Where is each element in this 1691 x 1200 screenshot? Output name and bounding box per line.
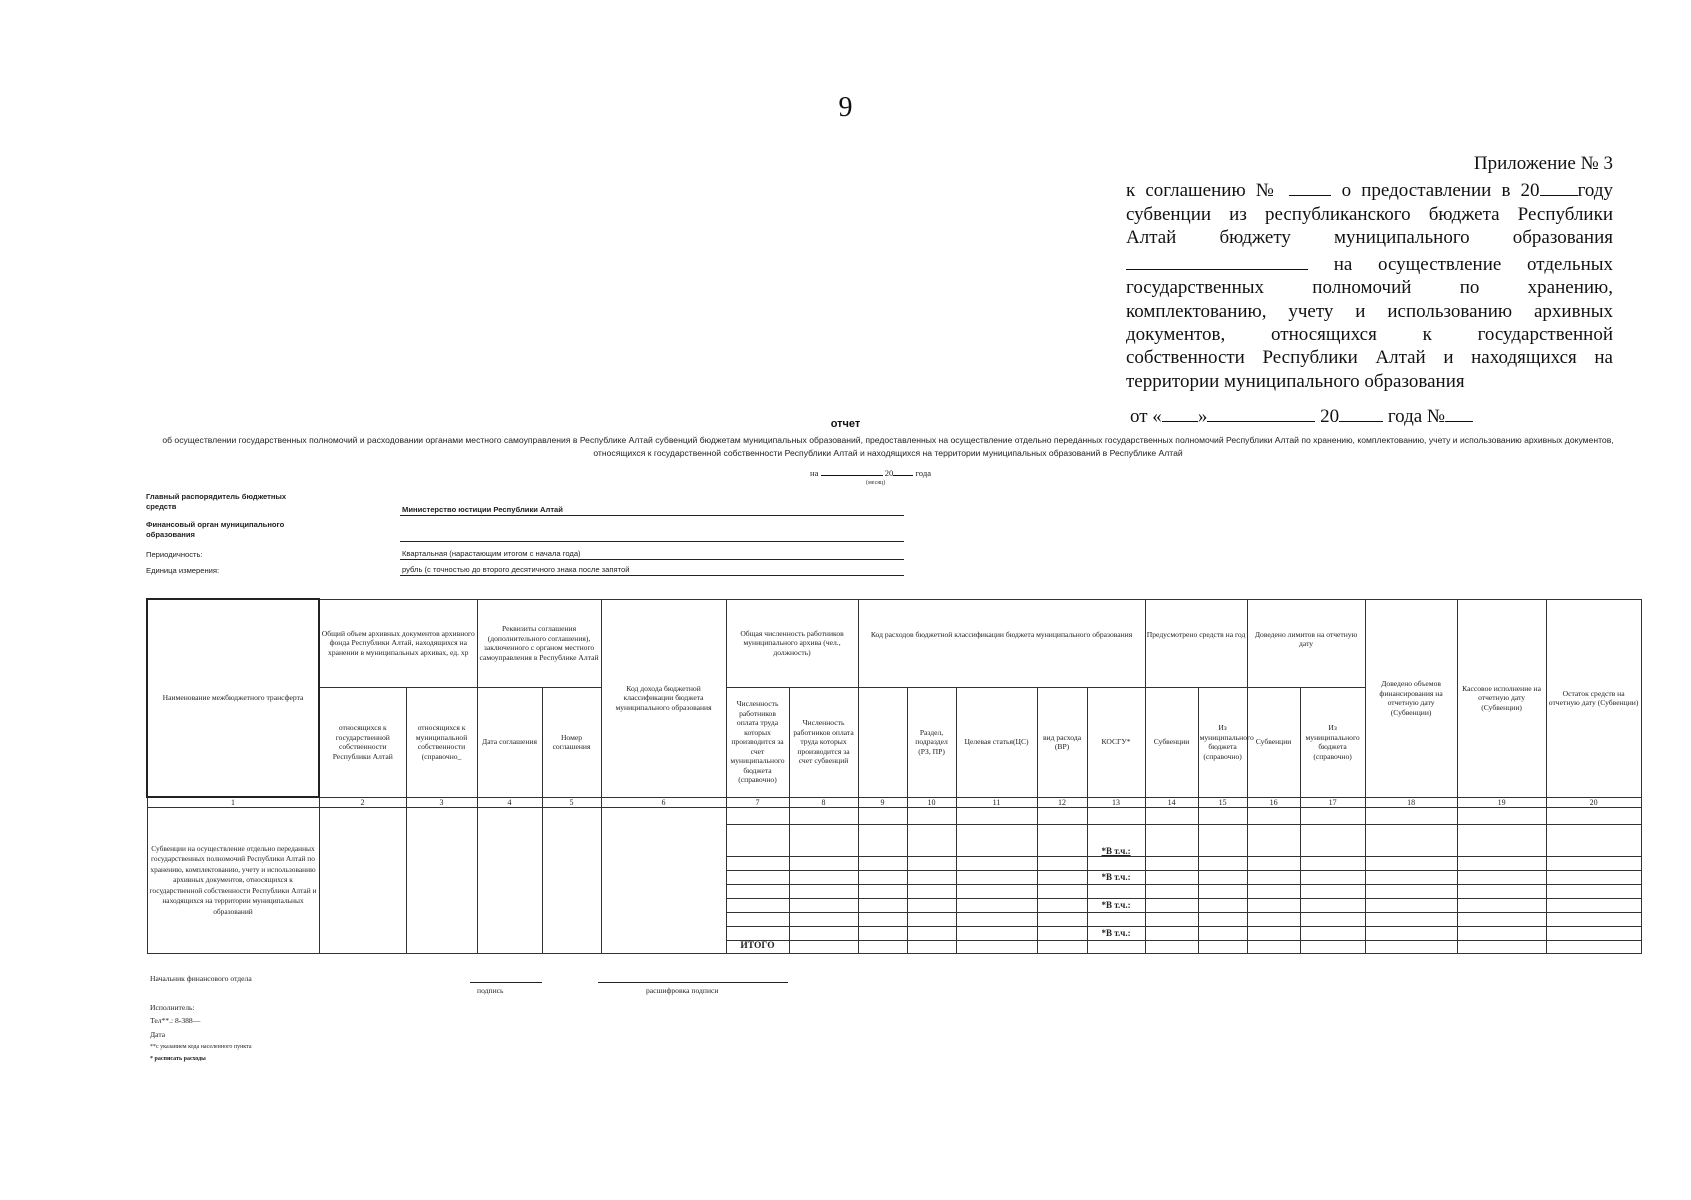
table-cell[interactable]	[1300, 941, 1365, 954]
table-cell[interactable]	[1198, 913, 1247, 927]
table-cell[interactable]	[789, 885, 858, 899]
table-cell[interactable]	[858, 808, 907, 825]
table-cell[interactable]	[1037, 871, 1087, 885]
subvention-row-label: Субвенции на осуществление отдельно переданных государственных полномочий Республики Алтай по хранению, комплектованию, учету и использованию архивных документов, относящихся к государственной собственности Республики Алтай и находящихся на территории муниципальных образований	[147, 808, 319, 954]
column-number: 6	[601, 797, 726, 808]
table-cell[interactable]	[1300, 927, 1365, 941]
appendix-line-3: Алтай бюджету муниципального образования	[1126, 226, 1613, 248]
appendix-line-5: государственных полномочий по хранению,	[1126, 277, 1613, 299]
table-cell[interactable]	[907, 913, 956, 927]
table-cell[interactable]	[956, 941, 1037, 954]
unit-label: Единица измерения:	[146, 566, 220, 575]
table-cell[interactable]	[1037, 885, 1087, 899]
header-staff-paid-subvention: Численность работников оплата труда которых производится за счет субвенций	[789, 687, 858, 797]
column-number: 17	[1300, 797, 1365, 808]
table-cell[interactable]	[1198, 927, 1247, 941]
table-cell[interactable]	[1247, 825, 1300, 857]
appendix-line-4: на осуществление отдельных	[1126, 249, 1613, 276]
table-cell[interactable]	[726, 899, 789, 913]
table-cell[interactable]	[956, 808, 1037, 825]
decode-label: расшифровка подписи	[646, 986, 719, 995]
header-agreement-number: Номер соглашения	[542, 687, 601, 797]
table-cell[interactable]	[858, 899, 907, 913]
table-cell[interactable]	[1365, 913, 1457, 927]
table-cell[interactable]	[1546, 885, 1641, 899]
cell-income-code[interactable]	[601, 808, 726, 954]
table-cell[interactable]	[1546, 913, 1641, 927]
table-cell[interactable]	[1457, 899, 1546, 913]
table-cell[interactable]	[1145, 808, 1198, 825]
table-cell[interactable]	[1037, 927, 1087, 941]
table-cell[interactable]	[1546, 825, 1641, 857]
column-number: 10	[907, 797, 956, 808]
column-number: 1	[147, 797, 319, 808]
table-cell[interactable]	[789, 899, 858, 913]
column-number: 14	[1145, 797, 1198, 808]
table-cell[interactable]	[789, 808, 858, 825]
table-cell[interactable]	[1247, 927, 1300, 941]
header-income-code: Код дохода бюджетной классификации бюджета муниципального образования	[601, 599, 726, 797]
table-cell[interactable]	[907, 941, 956, 954]
table-cell[interactable]	[1247, 885, 1300, 899]
table-cell[interactable]	[1365, 941, 1457, 954]
table-cell[interactable]	[1247, 899, 1300, 913]
header-archive-volume: Общий объем архивных документов архивного фонда Республики Алтай, находящихся на хранении в муниципальных архивах, ед. хр	[319, 599, 477, 687]
table-cell[interactable]	[956, 927, 1037, 941]
table-cell[interactable]	[1365, 825, 1457, 857]
signature-label: подпись	[477, 986, 504, 995]
table-cell[interactable]	[1546, 871, 1641, 885]
table-cell[interactable]	[1087, 808, 1145, 825]
phone-label: Тел**.: 8-388—	[150, 1016, 201, 1025]
table-cell[interactable]	[1300, 913, 1365, 927]
table-cell[interactable]	[1365, 871, 1457, 885]
appendix-line-1: к соглашению № о предоставлении в 20 году	[1126, 175, 1613, 202]
table-cell[interactable]	[1300, 871, 1365, 885]
header-expense-code: Код расходов бюджетной классификации бюджета муниципального образования	[858, 599, 1145, 687]
column-number: 19	[1457, 797, 1546, 808]
appendix-header	[1126, 152, 1613, 428]
decode-line	[598, 982, 788, 983]
header-agreement: Реквизиты соглашения (дополнительного соглашения), заключенного с органом местного самоуправления в Республике Алтай	[477, 599, 601, 687]
appendix-line-6: комплектованию, учету и использованию архивных	[1126, 300, 1613, 322]
table-cell[interactable]	[1457, 913, 1546, 927]
table-cell[interactable]	[1300, 857, 1365, 871]
table-cell[interactable]	[1145, 885, 1198, 899]
finance-body-underline	[400, 541, 904, 542]
table-cell[interactable]	[1198, 871, 1247, 885]
table-cell[interactable]	[1037, 857, 1087, 871]
unit-value: рубль (с точностью до второго десятичного знака после запятой	[402, 565, 630, 574]
finance-body-label: Финансовый орган муниципального образования	[146, 520, 285, 539]
table-cell[interactable]	[956, 825, 1037, 857]
table-cell[interactable]	[1546, 927, 1641, 941]
table-cell[interactable]	[726, 825, 789, 857]
date-label: Дата	[150, 1030, 166, 1039]
table-cell[interactable]	[1145, 825, 1198, 857]
table-cell[interactable]	[1087, 857, 1145, 871]
table-cell[interactable]	[726, 857, 789, 871]
header-planned: Предусмотрено средств на год	[1145, 599, 1247, 687]
table-cell[interactable]	[907, 857, 956, 871]
appendix-line-8: собственности Республики Алтай и находящихся на	[1126, 347, 1613, 369]
incl-label: *В т.ч.:	[1087, 899, 1145, 913]
table-cell[interactable]	[1145, 899, 1198, 913]
table-cell[interactable]	[1247, 941, 1300, 954]
periodicity-value: Квартальная (нарастающим итогом с начала года)	[402, 549, 581, 558]
column-number: 2	[319, 797, 406, 808]
column-number: 5	[542, 797, 601, 808]
column-number: 15	[1198, 797, 1247, 808]
table-cell[interactable]	[1546, 857, 1641, 871]
table-cell[interactable]	[858, 857, 907, 871]
cell-municipal-property[interactable]	[406, 808, 477, 954]
table-cell[interactable]	[1457, 885, 1546, 899]
column-number: 4	[477, 797, 542, 808]
table-cell[interactable]	[956, 871, 1037, 885]
table-cell[interactable]	[907, 808, 956, 825]
header-cash: Кассовое исполнение на отчетную дату (Субвенции)	[1457, 599, 1546, 797]
column-number: 11	[956, 797, 1037, 808]
column-number: 12	[1037, 797, 1087, 808]
header-expense-type: вид расхода (ВР)	[1037, 687, 1087, 797]
appendix-line-9: территории муниципального образования	[1126, 370, 1465, 392]
unit-underline	[400, 575, 904, 576]
table-cell[interactable]	[956, 885, 1037, 899]
table-cell[interactable]	[1145, 857, 1198, 871]
table-cell[interactable]	[789, 871, 858, 885]
table-cell[interactable]	[1365, 808, 1457, 825]
table-cell[interactable]	[1457, 808, 1546, 825]
table-cell[interactable]	[726, 885, 789, 899]
period-hint: (месяц)	[866, 480, 886, 486]
periodicity-label: Периодичность:	[146, 550, 203, 559]
table-cell[interactable]	[726, 808, 789, 825]
table-cell[interactable]	[1457, 927, 1546, 941]
table-cell[interactable]	[956, 913, 1037, 927]
table-cell[interactable]	[858, 825, 907, 857]
total-label: ИТОГО	[726, 941, 789, 954]
table-cell[interactable]	[1247, 871, 1300, 885]
column-number: 7	[726, 797, 789, 808]
appendix-line-2: субвенции из республиканского бюджета Республики	[1126, 203, 1613, 225]
appendix-title: Приложение № 3	[1473, 153, 1613, 174]
main-manager-value: Министерство юстиции Республики Алтай	[402, 505, 563, 514]
header-remainder: Остаток средств на отчетную дату (Субвенции)	[1546, 599, 1641, 797]
table-cell[interactable]	[1300, 899, 1365, 913]
table-cell[interactable]	[1087, 885, 1145, 899]
executor-label: Исполнитель:	[150, 1003, 195, 1012]
table-cell[interactable]	[789, 927, 858, 941]
table-cell[interactable]	[1037, 899, 1087, 913]
column-number: 9	[858, 797, 907, 808]
table-cell[interactable]	[789, 941, 858, 954]
appendix-date-line: от « » 20 года №	[1126, 401, 1613, 428]
note-location-code: **с указанием кода населенного пункта	[150, 1044, 252, 1050]
table-cell[interactable]	[1247, 857, 1300, 871]
table-cell[interactable]	[1546, 899, 1641, 913]
table-cell[interactable]	[789, 913, 858, 927]
table-cell[interactable]	[858, 885, 907, 899]
table-cell[interactable]	[1145, 927, 1198, 941]
table-cell[interactable]	[1198, 885, 1247, 899]
report-period: на 20 года	[810, 468, 932, 478]
table-cell[interactable]	[858, 913, 907, 927]
table-cell[interactable]	[858, 927, 907, 941]
incl-label: *В т.ч.:	[1087, 927, 1145, 941]
table-cell[interactable]	[956, 899, 1037, 913]
header-transfer-name: Наименование межбюджетного трансферта	[147, 599, 319, 797]
header-financing: Доведено объемов финансирования на отчетную дату (Субвенции)	[1365, 599, 1457, 797]
header-section: Раздел, подраздел (РЗ, ПР)	[907, 687, 956, 797]
table-cell[interactable]	[1300, 885, 1365, 899]
header-agreement-date: Дата соглашения	[477, 687, 542, 797]
periodicity-underline	[400, 559, 904, 560]
table-cell[interactable]	[956, 857, 1037, 871]
cell-agreement-number[interactable]	[542, 808, 601, 954]
table-cell[interactable]	[907, 899, 956, 913]
table-cell[interactable]	[858, 941, 907, 954]
table-cell[interactable]	[858, 871, 907, 885]
column-number: 18	[1365, 797, 1457, 808]
table-cell[interactable]	[1546, 808, 1641, 825]
header-planned-subvention: Субвенции	[1145, 687, 1198, 797]
table-row	[147, 808, 1641, 825]
table-cell[interactable]	[1365, 927, 1457, 941]
table-cell[interactable]	[1145, 871, 1198, 885]
incl-label: *В т.ч.:	[1087, 825, 1145, 857]
table-cell[interactable]	[1457, 941, 1546, 954]
table-cell[interactable]	[1037, 913, 1087, 927]
table-cell[interactable]	[1546, 941, 1641, 954]
head-finance-label: Начальник финансового отдела	[150, 974, 252, 983]
report-title: отчет	[830, 418, 861, 430]
column-numbers-row	[147, 797, 1641, 808]
table-cell[interactable]	[1300, 808, 1365, 825]
header-limits: Доведено лимитов на отчетную дату	[1247, 599, 1365, 687]
column-number: 3	[406, 797, 477, 808]
table-cell[interactable]	[1457, 871, 1546, 885]
header-expense-blank	[858, 687, 907, 797]
note-expenses: * расписать расходы	[150, 1056, 206, 1062]
appendix-line-7: документов, относящихся к государственной	[1126, 323, 1613, 345]
header-target: Целевая статья(ЦС)	[956, 687, 1037, 797]
column-number: 8	[789, 797, 858, 808]
table-cell[interactable]	[1365, 899, 1457, 913]
page-number: 9	[838, 92, 853, 123]
table-cell[interactable]	[1198, 899, 1247, 913]
cell-agreement-date[interactable]	[477, 808, 542, 954]
table-cell[interactable]	[1145, 913, 1198, 927]
table-cell[interactable]	[907, 885, 956, 899]
table-cell[interactable]	[1300, 825, 1365, 857]
table-cell[interactable]	[1037, 825, 1087, 857]
table-cell[interactable]	[1198, 825, 1247, 857]
table-cell[interactable]	[1198, 941, 1247, 954]
table-cell[interactable]	[1457, 857, 1546, 871]
incl-label: *В т.ч.:	[1087, 871, 1145, 885]
header-municipal-property: относящихся к муниципальной собственности (справочно_	[406, 687, 477, 797]
table-cell[interactable]	[1145, 941, 1198, 954]
table-cell[interactable]	[1087, 941, 1145, 954]
table-cell[interactable]	[789, 857, 858, 871]
header-staff-total: Общая численность работников муниципального архива (чел., должность)	[726, 599, 858, 687]
table-cell[interactable]	[907, 825, 956, 857]
header-staff-paid-municipal: Численность работников оплата труда которых производится за счет муниципального бюджета (справочно)	[726, 687, 789, 797]
column-number: 13	[1087, 797, 1145, 808]
table-cell[interactable]	[1457, 825, 1546, 857]
table-cell[interactable]	[1037, 941, 1087, 954]
table-cell[interactable]	[907, 871, 956, 885]
header-kosgu: КОСГУ*	[1087, 687, 1145, 797]
table-cell[interactable]	[1037, 808, 1087, 825]
table-cell[interactable]	[726, 871, 789, 885]
table-cell[interactable]	[1198, 857, 1247, 871]
column-number: 16	[1247, 797, 1300, 808]
header-limits-subvention: Субвенции	[1247, 687, 1300, 797]
signature-line	[470, 982, 542, 983]
table-cell[interactable]	[1247, 913, 1300, 927]
table-cell[interactable]	[1247, 808, 1300, 825]
table-cell[interactable]	[1365, 885, 1457, 899]
table-cell[interactable]	[789, 825, 858, 857]
report-table	[146, 598, 1642, 954]
table-cell[interactable]	[726, 927, 789, 941]
header-limits-municipal: Из муниципального бюджета (справочно)	[1300, 687, 1365, 797]
header-planned-municipal: Из муниципального бюджета (справочно)	[1198, 687, 1247, 797]
table-cell[interactable]	[726, 913, 789, 927]
main-manager-label: Главный распорядитель бюджетных средств	[146, 492, 287, 511]
column-number: 20	[1546, 797, 1641, 808]
table-cell[interactable]	[1365, 857, 1457, 871]
table-cell[interactable]	[907, 927, 956, 941]
report-subtitle: об осуществлении государственных полномочий и расходовании органами местного самоуправления в Республике Алтай субвенций бюджетам муниципальных образований, предоставленных на осуществление отдельно переданных государственных полномочий Республики Алтай по хранению, комплектованию, учету и использованию архивных документов, относящихся к государственной собственности Республики Алтай и находящихся на территории муниципальных образований в Республике Алтай	[162, 435, 1614, 458]
main-manager-underline	[400, 515, 904, 516]
cell-state-property[interactable]	[319, 808, 406, 954]
header-state-property: относящихся к государственной собственности Республики Алтай	[319, 687, 406, 797]
table-cell[interactable]	[1198, 808, 1247, 825]
table-cell[interactable]	[1087, 913, 1145, 927]
